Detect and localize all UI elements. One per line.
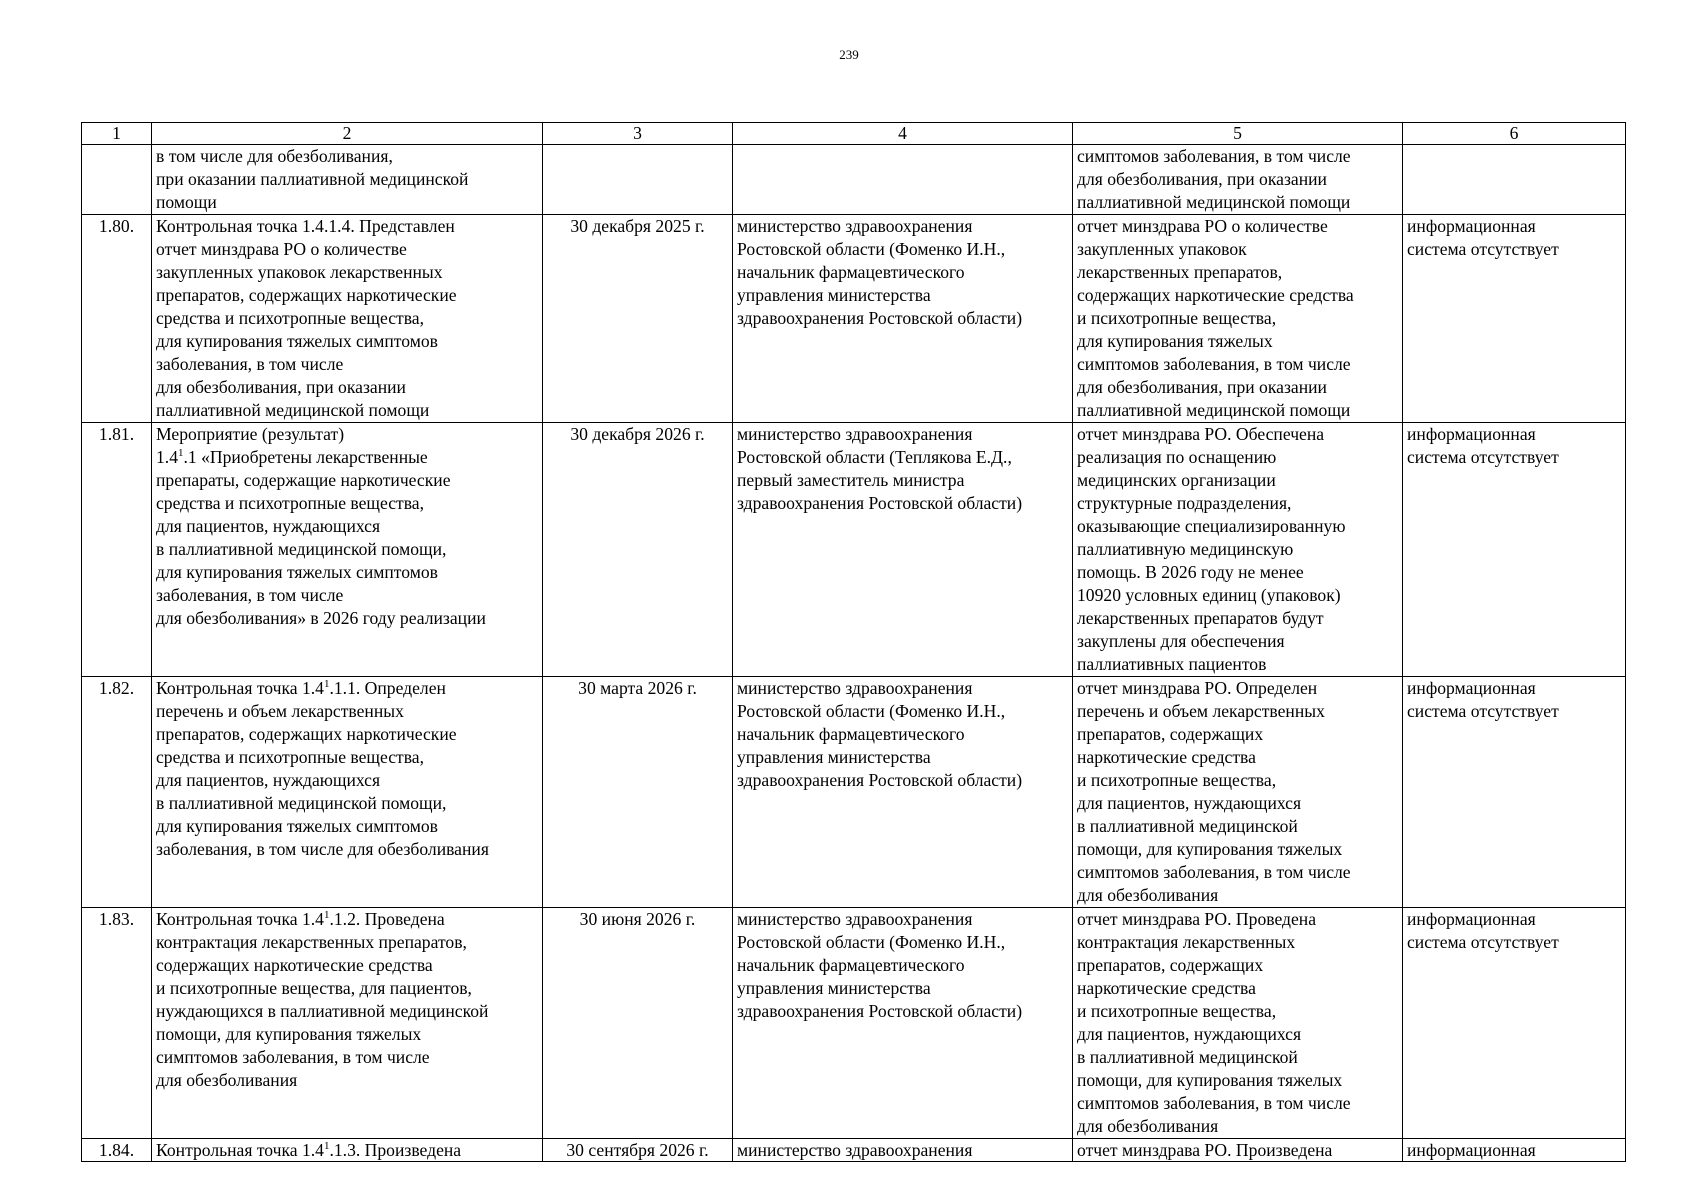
event-code: 1.4 <box>156 447 178 467</box>
row-info-system <box>1403 1139 1626 1162</box>
column-header-1: 1 <box>82 123 152 145</box>
column-header-2: 2 <box>152 123 543 145</box>
description-code-line <box>156 446 538 469</box>
row-document <box>1073 215 1403 423</box>
row-responsible <box>733 215 1073 423</box>
row-document <box>1073 908 1403 1139</box>
column-header-5: 5 <box>1073 123 1403 145</box>
row-deadline: 30 сентября 2026 г. <box>543 1139 733 1162</box>
row-deadline: 30 июня 2026 г. <box>543 908 733 1139</box>
description-heading <box>156 677 538 700</box>
table-row <box>82 145 1626 215</box>
checkpoint-superscript: 1 <box>323 1140 330 1152</box>
row-info-system <box>1403 423 1626 677</box>
row-info-system <box>1403 677 1626 908</box>
column-header-3: 3 <box>543 123 733 145</box>
row-document <box>1073 423 1403 677</box>
checkpoint-title-start: .1.2. Проведена <box>329 909 445 929</box>
row-responsible <box>733 423 1073 677</box>
plan-table <box>81 122 1626 1162</box>
description-lines: препараты, содержащие наркотические средства и психотропные вещества, для пациентов, нуждающихся в паллиативной медицинской помощи, для купирования тяжелых симптомов заболевания, в том числе для обезболивания» в 2026 году реализации <box>156 470 486 628</box>
row-deadline: 30 декабря 2026 г. <box>543 423 733 677</box>
description-heading <box>156 1139 538 1161</box>
table-row <box>82 677 1626 908</box>
row-description <box>152 215 543 423</box>
description-heading: Мероприятие (результат) <box>156 424 345 444</box>
row-description <box>152 145 543 215</box>
row-document <box>1073 145 1403 215</box>
page-number: 239 <box>839 47 859 62</box>
row-info-system <box>1403 145 1626 215</box>
info-system-lines: информационная система отсутствует <box>1407 424 1559 467</box>
row-number: 1.84. <box>82 1139 152 1162</box>
checkpoint-superscript: 1 <box>323 909 330 921</box>
responsible-lines: министерство здравоохранения Ростовской области (Фоменко И.Н., начальник фармацевтического управления министерства здравоохранения Ростовской области) <box>737 216 1023 328</box>
table-row <box>82 1139 1626 1162</box>
responsible-lines: министерство здравоохранения Ростовской области (Фоменко И.Н., начальник фармацевтического управления министерства здравоохранения Ростовской области) <box>737 909 1023 1021</box>
info-system-lines: информационная система отсутствует <box>1407 216 1559 259</box>
row-responsible <box>733 145 1073 215</box>
row-responsible <box>733 677 1073 908</box>
row-number: 1.80. <box>82 215 152 423</box>
row-description <box>152 423 543 677</box>
row-description <box>152 1139 543 1162</box>
document-lines: отчет минздрава РО. Определен перечень и объем лекарственных препаратов, содержащих наркотические средства и психотропные вещества, для пациентов, нуждающихся в паллиативной медицинской помощи, для купирования тяжелых симптомов заболевания, в том числе для обезболивания <box>1077 678 1351 905</box>
row-info-system <box>1403 215 1626 423</box>
checkpoint-title-start: .1.3. Произведена <box>329 1140 462 1160</box>
document-lines: отчет минздрава РО. Обеспечена реализация по оснащению медицинских организации структурные подразделения, оказывающие специализированную паллиативную медицинскую помощь. В 2026 году не менее 10920 условных единиц (упаковок) лекарственных препаратов будут закуплены для обеспечения паллиативных пациентов <box>1077 424 1346 674</box>
row-document <box>1073 677 1403 908</box>
checkpoint-superscript: 1 <box>323 678 330 690</box>
document-lines: отчет минздрава РО. Проведена контрактация лекарственных препаратов, содержащих наркотические средства и психотропные вещества, для пациентов, нуждающихся в паллиативной медицинской помощи, для купирования тяжелых симптомов заболевания, в том числе для обезболивания <box>1077 909 1351 1136</box>
document-lines: симптомов заболевания, в том числе для обезболивания, при оказании паллиативной медицинской помощи <box>1077 146 1351 212</box>
row-responsible <box>733 908 1073 1139</box>
checkpoint-title-start: .1.1. Определен <box>329 678 446 698</box>
table-row <box>82 908 1626 1139</box>
checkpoint-label: Контрольная точка 1.4 <box>156 678 324 698</box>
event-title-start: .1 «Приобретены лекарственные <box>183 447 428 467</box>
row-document <box>1073 1139 1403 1162</box>
responsible-lines: министерство здравоохранения Ростовской области (Фоменко И.Н., начальник фармацевтического управления министерства здравоохранения Ростовской области) <box>737 678 1023 790</box>
description-lines: Контрольная точка 1.4.1.4. Представлен отчет минздрава РО о количестве закупленных упаковок лекарственных препаратов, содержащих наркотические средства и психотропные вещества, для купирования тяжелых симптомов заболевания, в том числе для обезболивания, при оказании паллиативной медицинской помощи <box>156 216 457 420</box>
row-number: 1.81. <box>82 423 152 677</box>
info-system-lines: информационная система отсутствует <box>1407 678 1559 721</box>
info-system-lines: информационная <box>1407 1140 1536 1160</box>
row-deadline <box>543 145 733 215</box>
description-heading <box>156 908 538 931</box>
row-deadline: 30 декабря 2025 г. <box>543 215 733 423</box>
row-number: 1.82. <box>82 677 152 908</box>
event-code-superscript: 1 <box>178 447 184 459</box>
checkpoint-label: Контрольная точка 1.4 <box>156 909 324 929</box>
row-number <box>82 145 152 215</box>
table-row <box>82 423 1626 677</box>
checkpoint-label: Контрольная точка 1.4 <box>156 1140 324 1160</box>
responsible-lines: министерство здравоохранения Ростовской области (Теплякова Е.Д., первый заместитель министра здравоохранения Ростовской области) <box>737 424 1023 513</box>
info-system-lines: информационная система отсутствует <box>1407 909 1559 952</box>
row-responsible <box>733 1139 1073 1162</box>
description-lines: контрактация лекарственных препаратов, содержащих наркотические средства и психотропные вещества, для пациентов, нуждающихся в паллиативной медицинской помощи, для купирования тяжелых симптомов заболевания, в том числе для обезболивания <box>156 932 489 1090</box>
row-info-system <box>1403 908 1626 1139</box>
row-number: 1.83. <box>82 908 152 1139</box>
column-header-4: 4 <box>733 123 1073 145</box>
document-lines: отчет минздрава РО. Произведена <box>1077 1140 1333 1160</box>
header-row <box>82 123 1626 145</box>
document-lines: отчет минздрава РО о количестве закупленных упаковок лекарственных препаратов, содержащих наркотические средства и психотропные вещества, для купирования тяжелых симптомов заболевания, в том числе для обезболивания, при оказании паллиативной медицинской помощи <box>1077 216 1354 420</box>
row-description <box>152 677 543 908</box>
table-row <box>82 215 1626 423</box>
description-lines: в том числе для обезболивания, при оказании паллиативной медицинской помощи <box>156 146 469 212</box>
row-deadline: 30 марта 2026 г. <box>543 677 733 908</box>
description-lines: перечень и объем лекарственных препаратов, содержащих наркотические средства и психотропные вещества, для пациентов, нуждающихся в паллиативной медицинской помощи, для купирования тяжелых симптомов заболевания, в том числе для обезболивания <box>156 701 489 859</box>
responsible-lines: министерство здравоохранения <box>737 1140 973 1160</box>
column-header-6: 6 <box>1403 123 1626 145</box>
row-description <box>152 908 543 1139</box>
